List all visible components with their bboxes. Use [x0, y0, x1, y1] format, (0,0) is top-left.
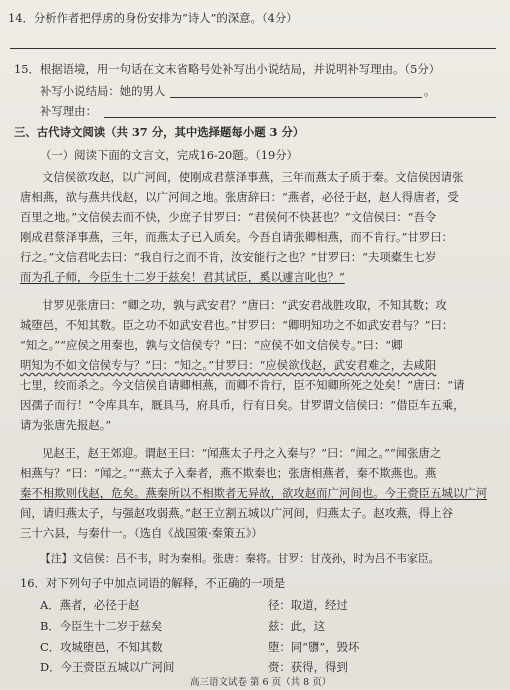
- q16-option-c-gloss: 堕：同“隳”，毁坏: [268, 640, 360, 654]
- passage-line-1: 文信侯欲攻赵，以广河间，使刚成君蔡泽事燕，三年而燕太子质于秦。文信侯因请张: [42, 170, 464, 184]
- q16-option-d: D．今王赍臣五城以广河间: [40, 660, 175, 674]
- question-16-stem: 16．对下列句子中加点词语的解释，不正确的一项是: [20, 576, 286, 590]
- passage-line-17: 间，请归燕太子，与强赵攻弱燕。”赵王立割五城以广河间，归燕太子。赵攻燕，得上谷: [20, 506, 453, 520]
- passage-line-11: 七里，绞而杀之。今文信侯自请卿相燕，而卿不肯行，臣不知卿所死之处矣！”唐曰：“请: [20, 378, 465, 392]
- passage-line-12: 因孺子而行！”令库具车，厩具马，府具币，行有日矣。甘罗谓文信侯曰：“借臣车五乘，: [20, 398, 465, 412]
- passage-line-10: 明知为不如文信侯专与？”曰：“知之。”甘罗曰：“应侯欲伐赵，武安君难之，去咸阳: [20, 358, 437, 372]
- passage-line-3: 百里之地。”文信侯去而不快，少庶子甘罗曰：“君侯何不快甚也？”文信侯曰：“吾令: [20, 210, 437, 224]
- q16-option-d-gloss: 赍：获得，得到: [268, 660, 348, 674]
- section-3-heading: 三、古代诗文阅读（共 37 分，其中选择题每小题 3 分）: [14, 125, 305, 139]
- q15-ending-period: 。: [424, 84, 436, 98]
- q16-option-b-gloss: 兹：此，这: [268, 619, 325, 633]
- question-14: 14．分析作者把俘虏的身份安排为“诗人”的深意。（4分）: [8, 11, 298, 25]
- passage-line-14: 见赵王，赵王郊迎。谓赵王曰：“闻燕太子丹之入秦与？”曰：“闻之。”“闻张唐之: [42, 446, 442, 460]
- passage-line-15: 相燕与？”曰：“闻之。”“燕太子入秦者，燕不欺秦也；张唐相燕者，秦不欺燕也。燕: [20, 466, 437, 480]
- q15-ending-line: [170, 97, 422, 98]
- q16-option-b: B．今臣生十二岁于兹矣: [40, 619, 163, 633]
- answer-line-14: [10, 48, 496, 49]
- passage-line-2: 唐相燕，欲与燕共伐赵，以广河间之地。张唐辞曰：“燕者，必径于赵，赵人得唐者，受: [20, 190, 459, 204]
- page-footer: 高三语文试卷 第 6 页（共 8 页）: [190, 677, 332, 688]
- q15-reason-line: [104, 117, 496, 118]
- passage-line-13: 请为张唐先报赵。”: [20, 418, 112, 432]
- section-3-sub-heading: （一）阅读下面的文言文，完成16-20题。（19分）: [40, 148, 299, 162]
- q15-reason-label: 补写理由：: [40, 104, 97, 118]
- q15-ending-label: 补写小说结局：她的男人: [40, 84, 166, 98]
- q16-option-a-gloss: 径：取道，经过: [268, 598, 348, 612]
- passage-line-4: 刚成君蔡泽事燕，三年，而燕太子已入质矣。今吾自请张卿相燕，而不肯行。”甘罗曰：: [20, 230, 453, 244]
- passage-note: 【注】文信侯：吕不韦，时为秦相。张唐：秦将。甘罗：甘茂孙，时为吕不韦家臣。: [40, 552, 440, 565]
- q16-option-c: C．攻城堕邑，不知其数: [40, 640, 163, 654]
- passage-line-16: 秦不相欺则伐赵，危矣。燕秦所以不相欺者无异故，欲攻赵而广河间也。今王赍臣五城以广河: [20, 486, 488, 500]
- passage-line-6: 而为孔子师，今臣生十二岁于兹矣！君其试臣，奚以遽言叱也？”: [20, 270, 345, 284]
- passage-line-9: “知之。”“应侯之用秦也，孰与文信侯专？”曰：“应侯不如文信侯专。”曰：“卿: [20, 338, 403, 352]
- question-15: 15．根据语境，用一句话在文末省略号处补写出小说结局，并说明补写理由。（5分）: [14, 62, 441, 76]
- passage-line-5: 行之。”文信君叱去曰：“我自行之而不肯，汝安能行之也？”甘罗曰：“夫项橐生七岁: [20, 250, 437, 264]
- q16-option-a: A．燕者，必径于赵: [40, 598, 140, 612]
- passage-line-18: 三十六县，与秦什一。（选自《战国策·秦策五》）: [20, 526, 263, 540]
- passage-line-8: 城堕邑，不知其数。臣之功不如武安君也。”甘罗曰：“卿明知功之不如武安君与？”曰：: [20, 318, 454, 332]
- passage-line-7: 甘罗见张唐曰：“卿之功，孰与武安君？”唐曰：“武安君战胜攻取，不知其数；攻: [42, 298, 447, 312]
